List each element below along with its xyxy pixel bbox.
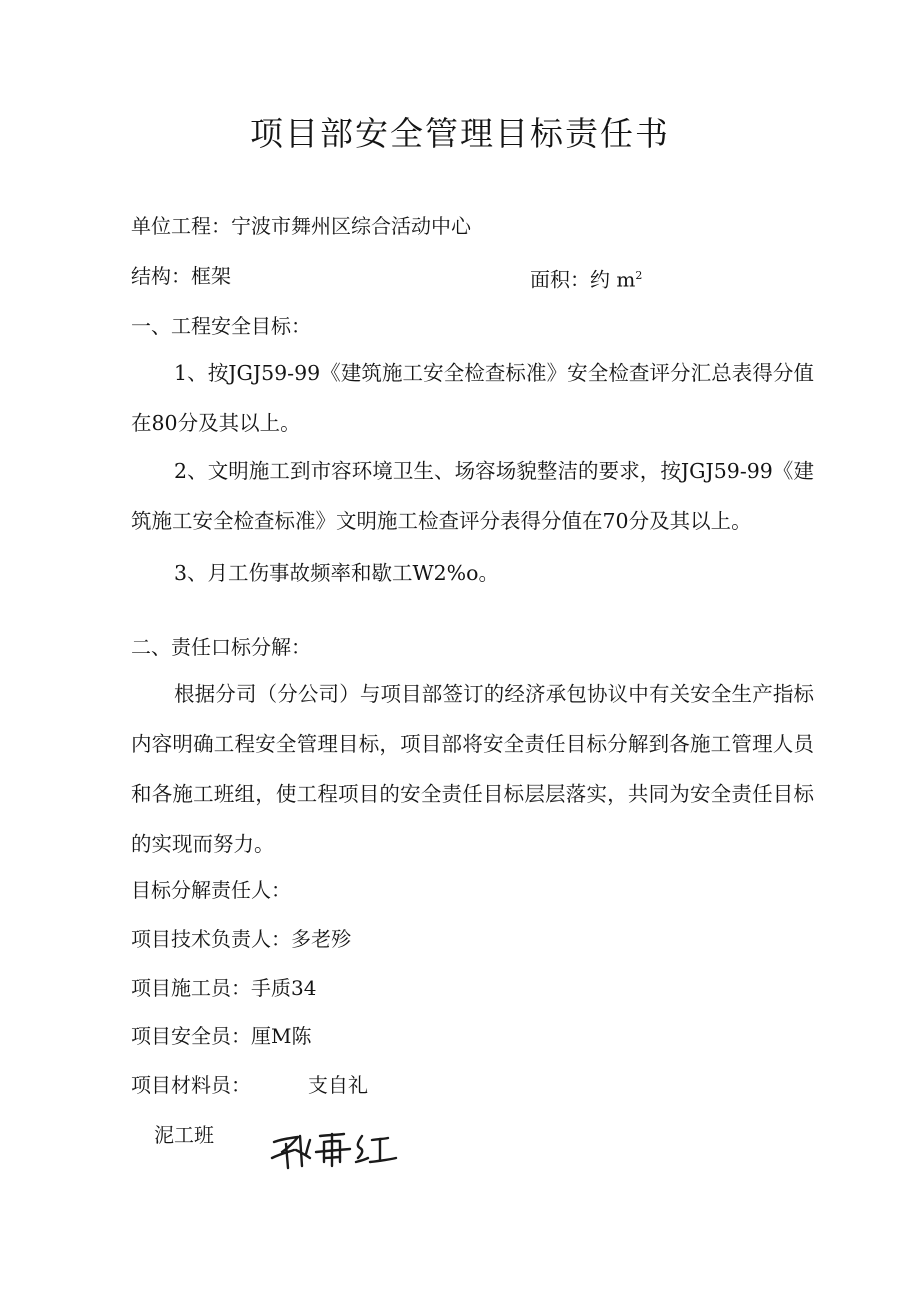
constructor-line: 项目施工员：手质34	[131, 976, 317, 1000]
area-unit-superscript: 2	[635, 269, 643, 282]
materials-label: 项目材料员：	[131, 1073, 251, 1097]
target-1: 1、按JGJ59-99《建筑施工安全检查标准》安全检查评分汇总表得分值在80分及其以上。	[131, 361, 814, 435]
area-label: 面积：约 m	[530, 267, 636, 292]
target-2: 2、文明施工到市容环境卫生、场容场貌整洁的要求，按JGJ59-99《建筑施工安全检查标准》文明施工检查评分表得分值在70分及其以上。	[131, 459, 814, 533]
section1-heading: 一、工程安全目标：	[131, 314, 311, 338]
structure-line: 结构：框架	[131, 264, 231, 288]
tech-lead-line: 项目技术负责人：多老殄	[131, 927, 351, 951]
handwritten-signature	[270, 1128, 398, 1172]
safety-officer-line: 项目安全员：厘M陈	[131, 1024, 312, 1048]
target-3: 3、月工伤事故频率和歇工W2%o。	[174, 561, 499, 585]
document-title: 项目部安全管理目标责任书	[250, 114, 670, 153]
responsible-heading: 目标分解责任人：	[131, 878, 291, 902]
materials-name: 支自礼	[308, 1073, 368, 1097]
masonry-team-label: 泥工班	[154, 1123, 214, 1147]
section2-heading: 二、责任口标分解：	[131, 635, 311, 659]
area-line	[530, 262, 642, 294]
breakdown-paragraph: 根据分司（分公司）与项目部签订的经济承包协议中有关安全生产指标内容明确工程安全管理目标，项目部将安全责任目标分解到各施工管理人员和各施工班组，使工程项目的安全责任目标层层落实，共同为安全责任目标的实现而努力。	[131, 682, 814, 856]
unit-project-line: 单位工程：宁波市舞州区综合活动中心	[131, 214, 471, 238]
